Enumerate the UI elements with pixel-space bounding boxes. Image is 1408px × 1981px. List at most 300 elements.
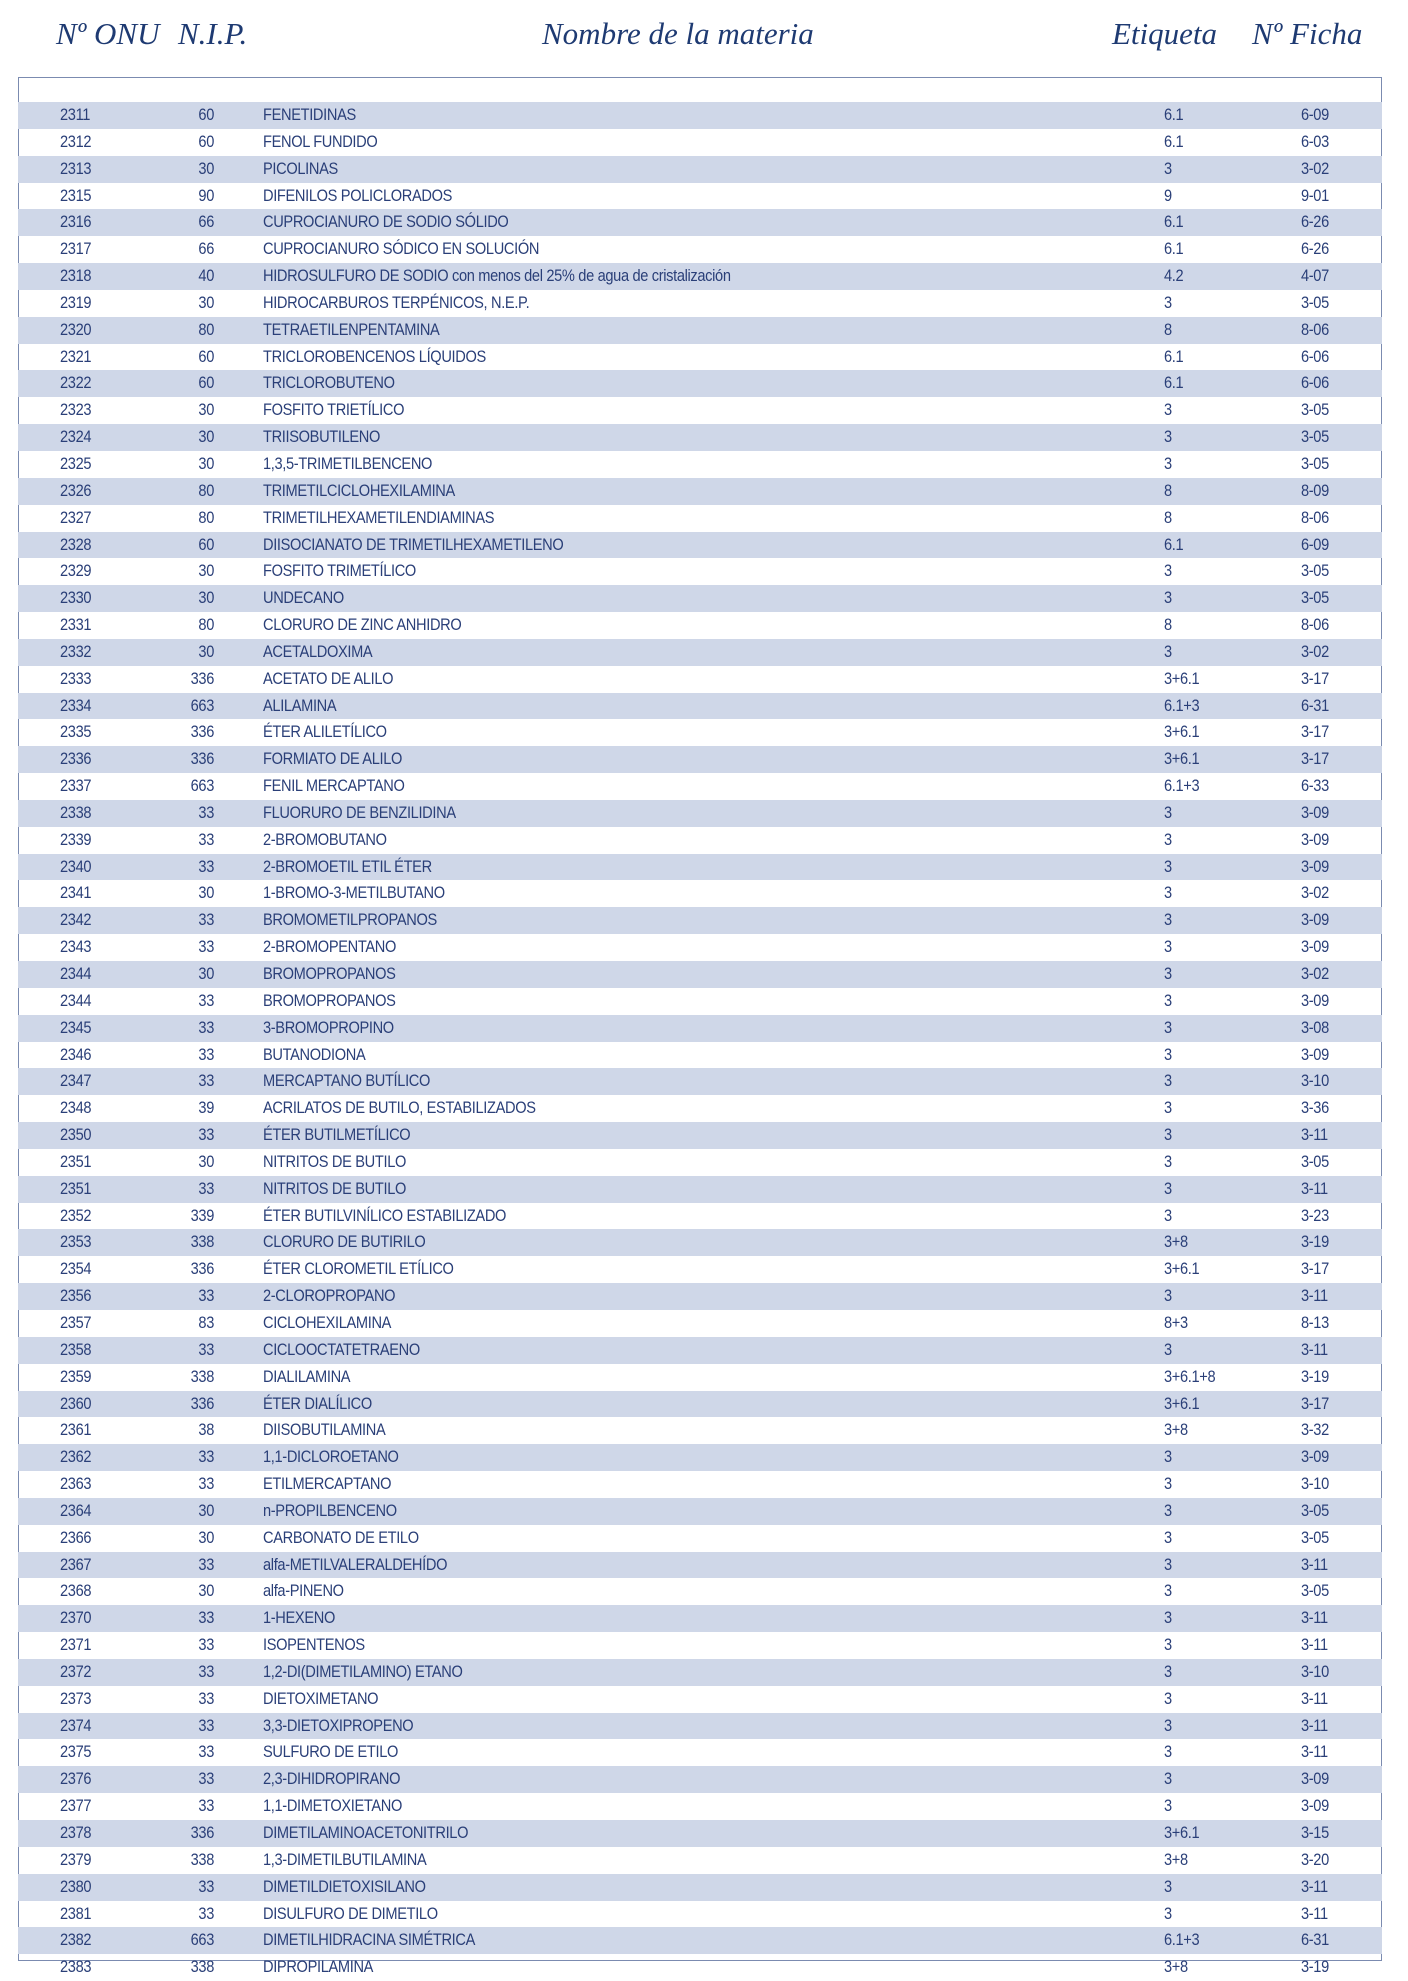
table-row (18, 1874, 1382, 1901)
cell-etiqueta: 6.1 (1164, 373, 1184, 393)
cell-name: NITRITOS DE BUTILO (263, 1151, 407, 1171)
cell-ficha: 3-05 (1301, 400, 1329, 420)
cell-onu: 2336 (60, 749, 92, 769)
cell-etiqueta: 3 (1164, 937, 1172, 957)
cell-name: DIMETILHIDRACINA SIMÉTRICA (263, 1930, 476, 1950)
cell-etiqueta: 6.1+3 (1164, 776, 1200, 796)
cell-nip: 33 (198, 1903, 214, 1923)
cell-etiqueta: 3 (1164, 1151, 1172, 1171)
cell-name: DIISOBUTILAMINA (263, 1420, 386, 1440)
cell-etiqueta: 3 (1164, 561, 1172, 581)
cell-etiqueta: 8 (1164, 507, 1172, 527)
cell-onu: 2334 (60, 695, 92, 715)
cell-nip: 33 (198, 910, 214, 930)
cell-name: DIFENILOS POLICLORADOS (263, 185, 453, 205)
cell-ficha: 3-05 (1301, 1500, 1329, 1520)
cell-name: TRIMETILHEXAMETILENDIAMINAS (263, 507, 495, 527)
cell-onu: 2313 (60, 158, 92, 178)
cell-ficha: 3-11 (1301, 1876, 1328, 1896)
cell-onu: 2347 (60, 1071, 92, 1091)
cell-onu: 2327 (60, 507, 92, 527)
cell-nip: 33 (198, 1661, 214, 1681)
cell-etiqueta: 3 (1164, 1688, 1172, 1708)
cell-nip: 30 (198, 641, 214, 661)
table-row (18, 1793, 1382, 1820)
cell-onu: 2381 (60, 1903, 92, 1923)
cell-nip: 33 (198, 1554, 214, 1574)
cell-name: 1-HEXENO (263, 1608, 335, 1628)
cell-nip: 40 (198, 266, 214, 286)
cell-nip: 33 (198, 1688, 214, 1708)
table-row (18, 317, 1382, 344)
cell-etiqueta: 6.1 (1164, 346, 1184, 366)
cell-ficha: 3-19 (1301, 1232, 1329, 1252)
cell-nip: 336 (190, 722, 214, 742)
cell-name: ACETALDOXIMA (263, 641, 373, 661)
cell-name: MERCAPTANO BUTÍLICO (263, 1071, 431, 1091)
cell-ficha: 3-10 (1301, 1071, 1329, 1091)
cell-name: FENOL FUNDIDO (263, 131, 378, 151)
table-row (18, 263, 1382, 290)
cell-ficha: 3-05 (1301, 292, 1329, 312)
cell-ficha: 6-09 (1301, 105, 1329, 124)
table-row (18, 1713, 1382, 1740)
table-row (18, 1605, 1382, 1632)
table-row (18, 934, 1382, 961)
cell-ficha: 3-11 (1301, 1635, 1328, 1655)
cell-etiqueta: 3 (1164, 1796, 1172, 1816)
cell-ficha: 3-05 (1301, 1151, 1329, 1171)
table-row (18, 1176, 1382, 1203)
cell-name: BROMOMETILPROPANOS (263, 910, 437, 930)
cell-etiqueta: 3 (1164, 1769, 1172, 1789)
cell-name: CLORURO DE BUTIRILO (263, 1232, 426, 1252)
cell-onu: 2341 (60, 883, 92, 903)
cell-etiqueta: 3 (1164, 427, 1172, 447)
cell-nip: 60 (198, 373, 214, 393)
cell-nip: 33 (198, 1769, 214, 1789)
cell-nip: 66 (198, 212, 214, 232)
cell-name: TRIISOBUTILENO (263, 427, 381, 447)
cell-ficha: 6-03 (1301, 131, 1329, 151)
cell-nip: 338 (190, 1232, 214, 1252)
cell-onu: 2344 (60, 964, 92, 983)
cell-nip: 38 (198, 1420, 214, 1440)
cell-nip: 80 (198, 615, 214, 635)
header-nip: N.I.P. (178, 16, 248, 51)
cell-etiqueta: 3 (1164, 910, 1172, 930)
table-row (18, 1901, 1382, 1928)
cell-etiqueta: 6.1+3 (1164, 695, 1200, 715)
cell-onu: 2370 (60, 1608, 92, 1628)
cell-name: BROMOPROPANOS (263, 964, 396, 983)
cell-ficha: 3-05 (1301, 453, 1329, 473)
cell-onu: 2337 (60, 776, 92, 796)
cell-etiqueta: 6.1 (1164, 105, 1184, 124)
cell-name: DIMETILAMINOACETONITRILO (263, 1823, 469, 1842)
cell-nip: 338 (190, 1849, 214, 1869)
cell-onu: 2357 (60, 1312, 92, 1332)
cell-name: 2-BROMOETIL ETIL ÉTER (263, 856, 432, 876)
cell-onu: 2343 (60, 937, 92, 957)
cell-nip: 30 (198, 400, 214, 420)
cell-ficha: 3-11 (1301, 1608, 1328, 1628)
cell-etiqueta: 9 (1164, 185, 1172, 205)
table-row (18, 1659, 1382, 1686)
cell-etiqueta: 3+8 (1164, 1232, 1188, 1252)
cell-name: ÉTER BUTILVINÍLICO ESTABILIZADO (263, 1205, 507, 1225)
cell-name: 1-BROMO-3-METILBUTANO (263, 883, 445, 903)
cell-nip: 30 (198, 964, 214, 983)
cell-etiqueta: 3 (1164, 883, 1172, 903)
cell-nip: 33 (198, 937, 214, 957)
cell-ficha: 8-06 (1301, 319, 1329, 339)
cell-ficha: 3-09 (1301, 829, 1329, 849)
header-name: Nombre de la materia (542, 16, 814, 51)
cell-onu: 2317 (60, 239, 92, 259)
cell-nip: 33 (198, 1608, 214, 1628)
cell-ficha: 6-09 (1301, 534, 1329, 554)
cell-ficha: 3-09 (1301, 1769, 1329, 1789)
cell-etiqueta: 3 (1164, 1715, 1172, 1735)
cell-ficha: 3-11 (1301, 1339, 1328, 1359)
cell-name: CARBONATO DE ETILO (263, 1527, 419, 1547)
cell-nip: 60 (198, 105, 214, 124)
cell-nip: 33 (198, 1876, 214, 1896)
cell-onu: 2323 (60, 400, 92, 420)
table-row (18, 1203, 1382, 1230)
table-row (18, 639, 1382, 666)
cell-nip: 336 (190, 1393, 214, 1413)
cell-onu: 2374 (60, 1715, 92, 1735)
table-row (18, 1042, 1382, 1069)
cell-onu: 2353 (60, 1232, 92, 1252)
cell-etiqueta: 3+6.1+8 (1164, 1366, 1216, 1386)
cell-name: FLUORURO DE BENZILIDINA (263, 802, 456, 822)
cell-ficha: 9-01 (1301, 185, 1329, 205)
cell-onu: 2358 (60, 1339, 92, 1359)
cell-nip: 338 (190, 1366, 214, 1386)
cell-ficha: 3-23 (1301, 1205, 1329, 1225)
cell-nip: 33 (198, 1635, 214, 1655)
cell-name: DIISOCIANATO DE TRIMETILHEXAMETILENO (263, 534, 564, 554)
cell-name: UNDECANO (263, 588, 344, 608)
cell-etiqueta: 3+8 (1164, 1849, 1188, 1869)
table-row (18, 478, 1382, 505)
cell-onu: 2366 (60, 1527, 92, 1547)
cell-ficha: 3-09 (1301, 1044, 1329, 1064)
table-row (18, 1927, 1382, 1954)
cell-onu: 2328 (60, 534, 92, 554)
cell-etiqueta: 6.1 (1164, 131, 1184, 151)
cell-ficha: 3-05 (1301, 1581, 1329, 1601)
table-row (18, 102, 1382, 129)
cell-name: TRIMETILCICLOHEXILAMINA (263, 480, 455, 500)
table-row (18, 236, 1382, 263)
table-row (18, 666, 1382, 693)
cell-name: TETRAETILENPENTAMINA (263, 319, 440, 339)
cell-etiqueta: 3+8 (1164, 1420, 1188, 1440)
table-row (18, 827, 1382, 854)
cell-name: DIETOXIMETANO (263, 1688, 379, 1708)
cell-nip: 60 (198, 131, 214, 151)
cell-onu: 2352 (60, 1205, 92, 1225)
table-row (18, 1283, 1382, 1310)
cell-etiqueta: 3 (1164, 1876, 1172, 1896)
cell-ficha: 3-36 (1301, 1098, 1329, 1118)
cell-nip: 30 (198, 588, 214, 608)
table-row (18, 1525, 1382, 1552)
cell-name: FOSFITO TRIMETÍLICO (263, 561, 416, 581)
cell-ficha: 3-11 (1301, 1178, 1328, 1198)
cell-etiqueta: 3 (1164, 1474, 1172, 1494)
cell-onu: 2361 (60, 1420, 92, 1440)
cell-etiqueta: 3 (1164, 1071, 1172, 1091)
table-row (18, 880, 1382, 907)
cell-ficha: 3-05 (1301, 561, 1329, 581)
cell-name: CLORURO DE ZINC ANHIDRO (263, 615, 462, 635)
cell-name: FOSFITO TRIETÍLICO (263, 400, 405, 420)
cell-name: PICOLINAS (263, 158, 338, 178)
cell-etiqueta: 3 (1164, 1554, 1172, 1574)
cell-ficha: 6-31 (1301, 695, 1329, 715)
cell-ficha: 3-09 (1301, 910, 1329, 930)
cell-name: CICLOOCTATETRAENO (263, 1339, 420, 1359)
cell-etiqueta: 8 (1164, 480, 1172, 500)
cell-onu: 2383 (60, 1957, 92, 1977)
cell-name: DIALILAMINA (263, 1366, 351, 1386)
cell-name: ÉTER DIALÍLICO (263, 1393, 372, 1413)
cell-name: BROMOPROPANOS (263, 990, 396, 1010)
cell-onu: 2379 (60, 1849, 92, 1869)
cell-onu: 2346 (60, 1044, 92, 1064)
cell-etiqueta: 3 (1164, 964, 1172, 983)
cell-onu: 2354 (60, 1259, 92, 1279)
cell-nip: 33 (198, 1339, 214, 1359)
cell-etiqueta: 6.1 (1164, 212, 1184, 232)
cell-name: 2-BROMOBUTANO (263, 829, 387, 849)
cell-name: SULFURO DE ETILO (263, 1742, 399, 1762)
cell-name: ÉTER CLOROMETIL ETÍLICO (263, 1259, 454, 1279)
cell-name: 1,3-DIMETILBUTILAMINA (263, 1849, 427, 1869)
cell-etiqueta: 3 (1164, 1178, 1172, 1198)
cell-name: 1,3,5-TRIMETILBENCENO (263, 453, 433, 473)
cell-ficha: 3-09 (1301, 937, 1329, 957)
cell-etiqueta: 3 (1164, 1527, 1172, 1547)
cell-nip: 80 (198, 480, 214, 500)
cell-name: ACETATO DE ALILO (263, 668, 394, 688)
table-row (18, 585, 1382, 612)
cell-nip: 33 (198, 856, 214, 876)
table-row (18, 1954, 1382, 1981)
cell-ficha: 3-10 (1301, 1661, 1329, 1681)
cell-onu: 2382 (60, 1930, 92, 1950)
cell-etiqueta: 3 (1164, 1098, 1172, 1118)
cell-onu: 2367 (60, 1554, 92, 1574)
cell-name: NITRITOS DE BUTILO (263, 1178, 407, 1198)
cell-nip: 33 (198, 1474, 214, 1494)
cell-nip: 663 (190, 1930, 214, 1950)
cell-name: 2-CLOROPROPANO (263, 1286, 396, 1306)
table-row (18, 1256, 1382, 1283)
table-row (18, 854, 1382, 881)
cell-name: 3,3-DIETOXIPROPENO (263, 1715, 414, 1735)
cell-etiqueta: 3 (1164, 453, 1172, 473)
cell-onu: 2312 (60, 131, 92, 151)
cell-name: 1,1-DICLOROETANO (263, 1447, 399, 1467)
cell-name: 1,1-DIMETOXIETANO (263, 1796, 403, 1816)
cell-name: FENIL MERCAPTANO (263, 776, 405, 796)
cell-ficha: 3-11 (1301, 1903, 1328, 1923)
cell-etiqueta: 3 (1164, 1125, 1172, 1145)
table-row (18, 988, 1382, 1015)
cell-nip: 33 (198, 1742, 214, 1762)
cell-name: HIDROSULFURO DE SODIO con menos del 25% de agua de cristalización (263, 266, 731, 286)
cell-ficha: 3-09 (1301, 802, 1329, 822)
cell-onu: 2326 (60, 480, 92, 500)
cell-name: FORMIATO DE ALILO (263, 749, 403, 769)
cell-onu: 2375 (60, 1742, 92, 1762)
table-row (18, 424, 1382, 451)
cell-onu: 2342 (60, 910, 92, 930)
cell-etiqueta: 8+3 (1164, 1312, 1188, 1332)
cell-onu: 2325 (60, 453, 92, 473)
cell-ficha: 4-07 (1301, 266, 1329, 286)
table-row (18, 1820, 1382, 1847)
cell-onu: 2373 (60, 1688, 92, 1708)
cell-nip: 60 (198, 534, 214, 554)
cell-etiqueta: 6.1 (1164, 534, 1184, 554)
table-row (18, 505, 1382, 532)
cell-etiqueta: 3 (1164, 856, 1172, 876)
cell-nip: 30 (198, 453, 214, 473)
table-row (18, 907, 1382, 934)
cell-nip: 33 (198, 1044, 214, 1064)
table-header (0, 0, 1408, 70)
cell-name: ALILAMINA (263, 695, 337, 715)
cell-onu: 2315 (60, 185, 92, 205)
cell-onu: 2377 (60, 1796, 92, 1816)
cell-nip: 30 (198, 158, 214, 178)
cell-onu: 2371 (60, 1635, 92, 1655)
cell-nip: 30 (198, 427, 214, 447)
table-row (18, 156, 1382, 183)
cell-name: DIMETILDIETOXISILANO (263, 1876, 426, 1896)
table-row (18, 719, 1382, 746)
cell-nip: 663 (190, 776, 214, 796)
cell-onu: 2362 (60, 1447, 92, 1467)
cell-onu: 2378 (60, 1823, 92, 1842)
cell-name: 1,2-DI(DIMETILAMINO) ETANO (263, 1661, 463, 1681)
cell-etiqueta: 3 (1164, 802, 1172, 822)
cell-onu: 2364 (60, 1500, 92, 1520)
cell-onu: 2324 (60, 427, 92, 447)
cell-nip: 33 (198, 802, 214, 822)
cell-onu: 2331 (60, 615, 92, 635)
cell-nip: 80 (198, 319, 214, 339)
table-row (18, 1498, 1382, 1525)
table-row (18, 1417, 1382, 1444)
cell-etiqueta: 3+6.1 (1164, 668, 1200, 688)
cell-ficha: 6-33 (1301, 776, 1329, 796)
cell-name: alfa-METILVALERALDEHÍDO (263, 1554, 448, 1574)
cell-nip: 33 (198, 1286, 214, 1306)
cell-ficha: 3-05 (1301, 1527, 1329, 1547)
table-row (18, 961, 1382, 988)
cell-nip: 30 (198, 1527, 214, 1547)
table-row (18, 1471, 1382, 1498)
cell-ficha: 3-19 (1301, 1957, 1329, 1977)
cell-name: CUPROCIANURO DE SODIO SÓLIDO (263, 212, 509, 232)
table-row (18, 1632, 1382, 1659)
cell-name: HIDROCARBUROS TERPÉNICOS, N.E.P. (263, 292, 530, 312)
cell-nip: 30 (198, 561, 214, 581)
table-row (18, 1015, 1382, 1042)
cell-ficha: 6-06 (1301, 373, 1329, 393)
header-ficha: Nº Ficha (1252, 16, 1363, 51)
cell-nip: 663 (190, 695, 214, 715)
cell-name: ETILMERCAPTANO (263, 1474, 392, 1494)
cell-etiqueta: 3 (1164, 1205, 1172, 1225)
cell-name: ACRILATOS DE BUTILO, ESTABILIZADOS (263, 1098, 536, 1118)
cell-nip: 90 (198, 185, 214, 205)
cell-onu: 2332 (60, 641, 92, 661)
cell-etiqueta: 3 (1164, 1903, 1172, 1923)
cell-ficha: 3-10 (1301, 1474, 1329, 1494)
cell-name: TRICLOROBUTENO (263, 373, 395, 393)
table-row (18, 1391, 1382, 1418)
cell-name: n-PROPILBENCENO (263, 1500, 397, 1520)
table-row (18, 1364, 1382, 1391)
cell-nip: 33 (198, 1447, 214, 1467)
cell-nip: 33 (198, 1017, 214, 1037)
cell-nip: 339 (190, 1205, 214, 1225)
cell-nip: 33 (198, 829, 214, 849)
cell-onu: 2322 (60, 373, 92, 393)
cell-ficha: 3-02 (1301, 883, 1329, 903)
cell-etiqueta: 3 (1164, 1581, 1172, 1601)
cell-ficha: 8-13 (1301, 1312, 1329, 1332)
cell-ficha: 3-11 (1301, 1554, 1328, 1574)
table-row (18, 1310, 1382, 1337)
table-row (18, 1149, 1382, 1176)
table-row (18, 1337, 1382, 1364)
cell-etiqueta: 3 (1164, 990, 1172, 1010)
table-row (18, 290, 1382, 317)
table-row (18, 612, 1382, 639)
table-row (18, 1068, 1382, 1095)
cell-etiqueta: 3 (1164, 1017, 1172, 1037)
cell-onu: 2330 (60, 588, 92, 608)
cell-nip: 80 (198, 507, 214, 527)
cell-etiqueta: 3 (1164, 1286, 1172, 1306)
cell-etiqueta: 8 (1164, 319, 1172, 339)
table-row (18, 183, 1382, 210)
cell-etiqueta: 3+6.1 (1164, 1259, 1200, 1279)
cell-ficha: 3-09 (1301, 990, 1329, 1010)
cell-onu: 2359 (60, 1366, 92, 1386)
cell-ficha: 3-11 (1301, 1742, 1328, 1762)
cell-onu: 2345 (60, 1017, 92, 1037)
cell-etiqueta: 3 (1164, 292, 1172, 312)
cell-name: ÉTER BUTILMETÍLICO (263, 1125, 411, 1145)
cell-onu: 2351 (60, 1178, 92, 1198)
table-row (18, 1444, 1382, 1471)
table-row (18, 1095, 1382, 1122)
cell-nip: 33 (198, 1071, 214, 1091)
cell-name: FENETIDINAS (263, 105, 356, 124)
cell-onu: 2321 (60, 346, 92, 366)
